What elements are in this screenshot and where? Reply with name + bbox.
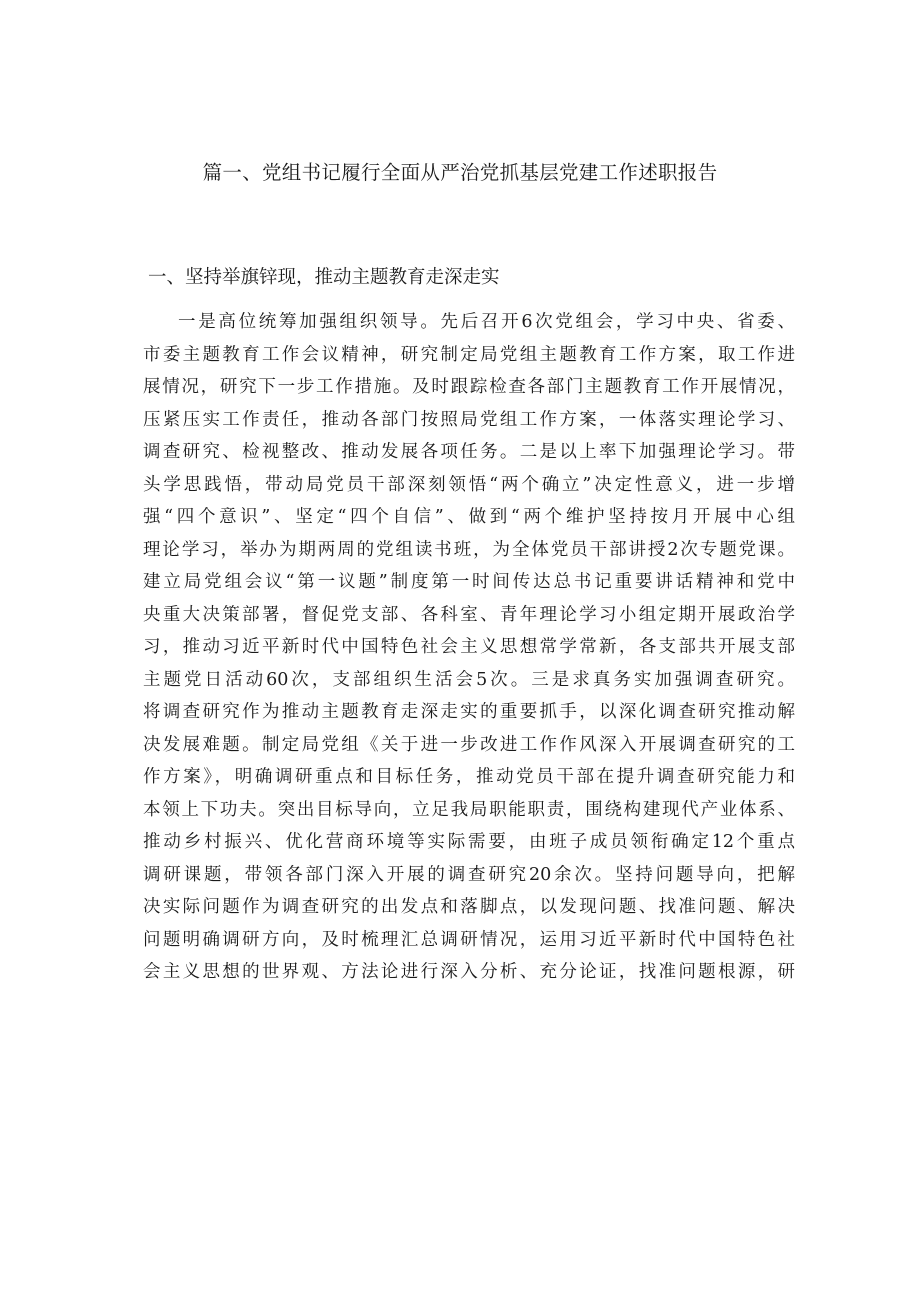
paragraph-line: 主题党日活动60次，支部组织生活会5次。三是求真务实加强调查研究。 <box>143 669 795 690</box>
body-paragraph <box>143 306 795 989</box>
paragraph-line: 决发展难题。制定局党组《关于进一步改进工作作风深入开展调查研究的工 <box>143 734 795 755</box>
paragraph-line: 作方案》，明确调研重点和目标任务，推动党员干部在提升调查研究能力和 <box>143 767 795 787</box>
paragraph-line: 调查研究、检视整改、推动发展各项任务。二是以上率下加强理论学习。带 <box>143 442 795 462</box>
paragraph-line: 央重大决策部署，督促党支部、各科室、青年理论学习小组定期开展政治学 <box>143 604 795 625</box>
paragraph-line: 一是高位统筹加强组织领导。先后召开6次党组会，学习中央、省委、 <box>178 312 795 332</box>
paragraph-line: 推动乡村振兴、优化营商环境等实际需要，由班子成员领衔确定12个重点 <box>143 832 795 852</box>
paragraph-line: 市委主题教育工作会议精神，研究制定局党组主题教育工作方案，取工作进 <box>143 344 795 365</box>
paragraph-line: 本领上下功夫。突出目标导向，立足我局职能职责，围绕构建现代产业体系、 <box>143 799 795 820</box>
paragraph-line: 头学思践悟，带动局党员干部深刻领悟“两个确立”决定性意义，进一步增 <box>143 474 795 495</box>
paragraph-line: 将调查研究作为推动主题教育走深走实的重要抓手，以深化调查研究推动解 <box>143 702 795 722</box>
paragraph-line: 强“四个意识”、坚定“四个自信”、做到“两个维护坚持按月开展中心组 <box>143 507 795 527</box>
paragraph-line: 决实际问题作为调查研究的出发点和落脚点，以发现问题、找准问题、解决 <box>143 897 795 917</box>
paragraph-line: 会主义思想的世界观、方法论进行深入分析、充分论证，找准问题根源，研 <box>143 962 795 982</box>
paragraph-line: 调研课题，带领各部门深入开展的调查研究20余次。坚持问题导向，把解 <box>143 864 795 885</box>
paragraph-line: 理论学习，举办为期两周的党组读书班，为全体党员干部讲授2次专题党课。 <box>143 539 795 560</box>
paragraph-line: 建立局党组会议“第一议题”制度第一时间传达总书记重要讲话精神和党中 <box>143 572 795 592</box>
paragraph-line: 展情况，研究下一步工作措施。及时跟踪检查各部门主题教育工作开展情况， <box>143 377 795 397</box>
paragraph-line: 压紧压实工作责任，推动各部门按照局党组工作方案，一体落实理论学习、 <box>143 409 795 430</box>
section-heading: 一、坚持举旗锌现，推动主题教育走深走实 <box>148 267 500 288</box>
document-title: 篇一、党组书记履行全面从严治党抓基层党建工作述职报告 <box>202 161 718 184</box>
paragraph-line: 习，推动习近平新时代中国特色社会主义思想常学常新，各支部共开展支部 <box>143 637 795 657</box>
paragraph-line: 问题明确调研方向，及时梳理汇总调研情况，运用习近平新时代中国特色社 <box>143 929 795 950</box>
